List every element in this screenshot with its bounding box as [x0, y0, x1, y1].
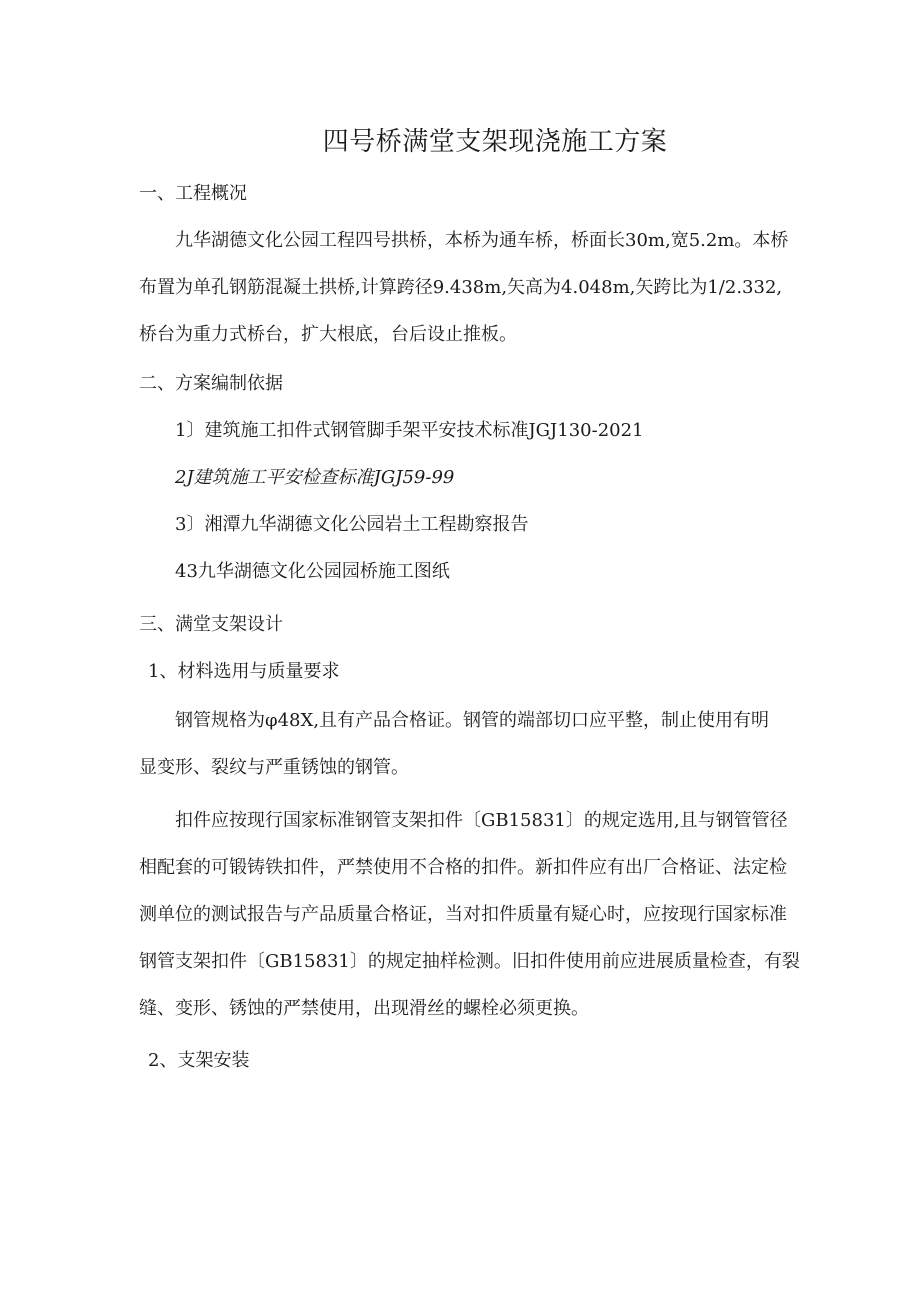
document-title: 四号桥满堂支架现浇施工方案 [322, 127, 668, 157]
paragraph-line: 显变形、裂纹与严重锈蚀的钢管。 [139, 757, 409, 778]
section-3-heading: 三、满堂支架设计 [139, 614, 283, 635]
section-2-heading: 二、方案编制依据 [139, 373, 283, 394]
subsection-2-heading: 2、支架安装 [148, 1050, 250, 1071]
materials-paragraph-2 [139, 797, 851, 1032]
reference-item-3: 3〕湘潭九华湖德文化公园岩土工程勘察报告 [175, 514, 529, 535]
paragraph-line: 九华湖德文化公园工程四号拱桥，本桥为通车桥，桥面长30m,宽5.2m。本桥 [175, 230, 789, 251]
paragraph-line: 扣件应按现行国家标准钢管支架扣件〔GB15831〕的规定选用,且与钢管管径 [175, 810, 788, 831]
paragraph-line: 测单位的测试报告与产品质量合格证，当对扣件质量有疑心时，应按现行国家标准 [139, 904, 787, 925]
paragraph-line: 钢管规格为φ48X,且有产品合格证。钢管的端部切口应平整，制止使用有明 [175, 710, 770, 731]
paragraph-line: 缝、变形、锈蚀的严禁使用，出现滑丝的螺栓必须更换。 [139, 998, 589, 1019]
reference-item-1: 1〕建筑施工扣件式钢管脚手架平安技术标准JGJ130-2021 [175, 420, 644, 441]
paragraph-line: 钢管支架扣件〔GB15831〕的规定抽样检测。旧扣件使用前应进展质量检查，有裂 [139, 951, 800, 972]
subsection-1-heading: 1、材料选用与质量要求 [148, 661, 340, 682]
reference-item-2: 2J建筑施工平安检查标准JGJ59-99 [175, 467, 455, 488]
materials-paragraph-1 [139, 697, 844, 791]
paragraph-line: 桥台为重力式桥台，扩大根底，台后设止推板。 [139, 324, 517, 345]
section-1-paragraph [139, 217, 844, 358]
paragraph-line: 布置为单孔钢筋混凝土拱桥,计算跨径9.438m,矢高为4.048m,矢跨比为1/2.332, [139, 277, 783, 298]
section-1-heading: 一、工程概况 [139, 183, 247, 204]
paragraph-line: 相配套的可锻铸铁扣件，严禁使用不合格的扣件。新扣件应有出厂合格证、法定检 [139, 857, 787, 878]
reference-item-4: 43九华湖德文化公园园桥施工图纸 [175, 561, 450, 582]
